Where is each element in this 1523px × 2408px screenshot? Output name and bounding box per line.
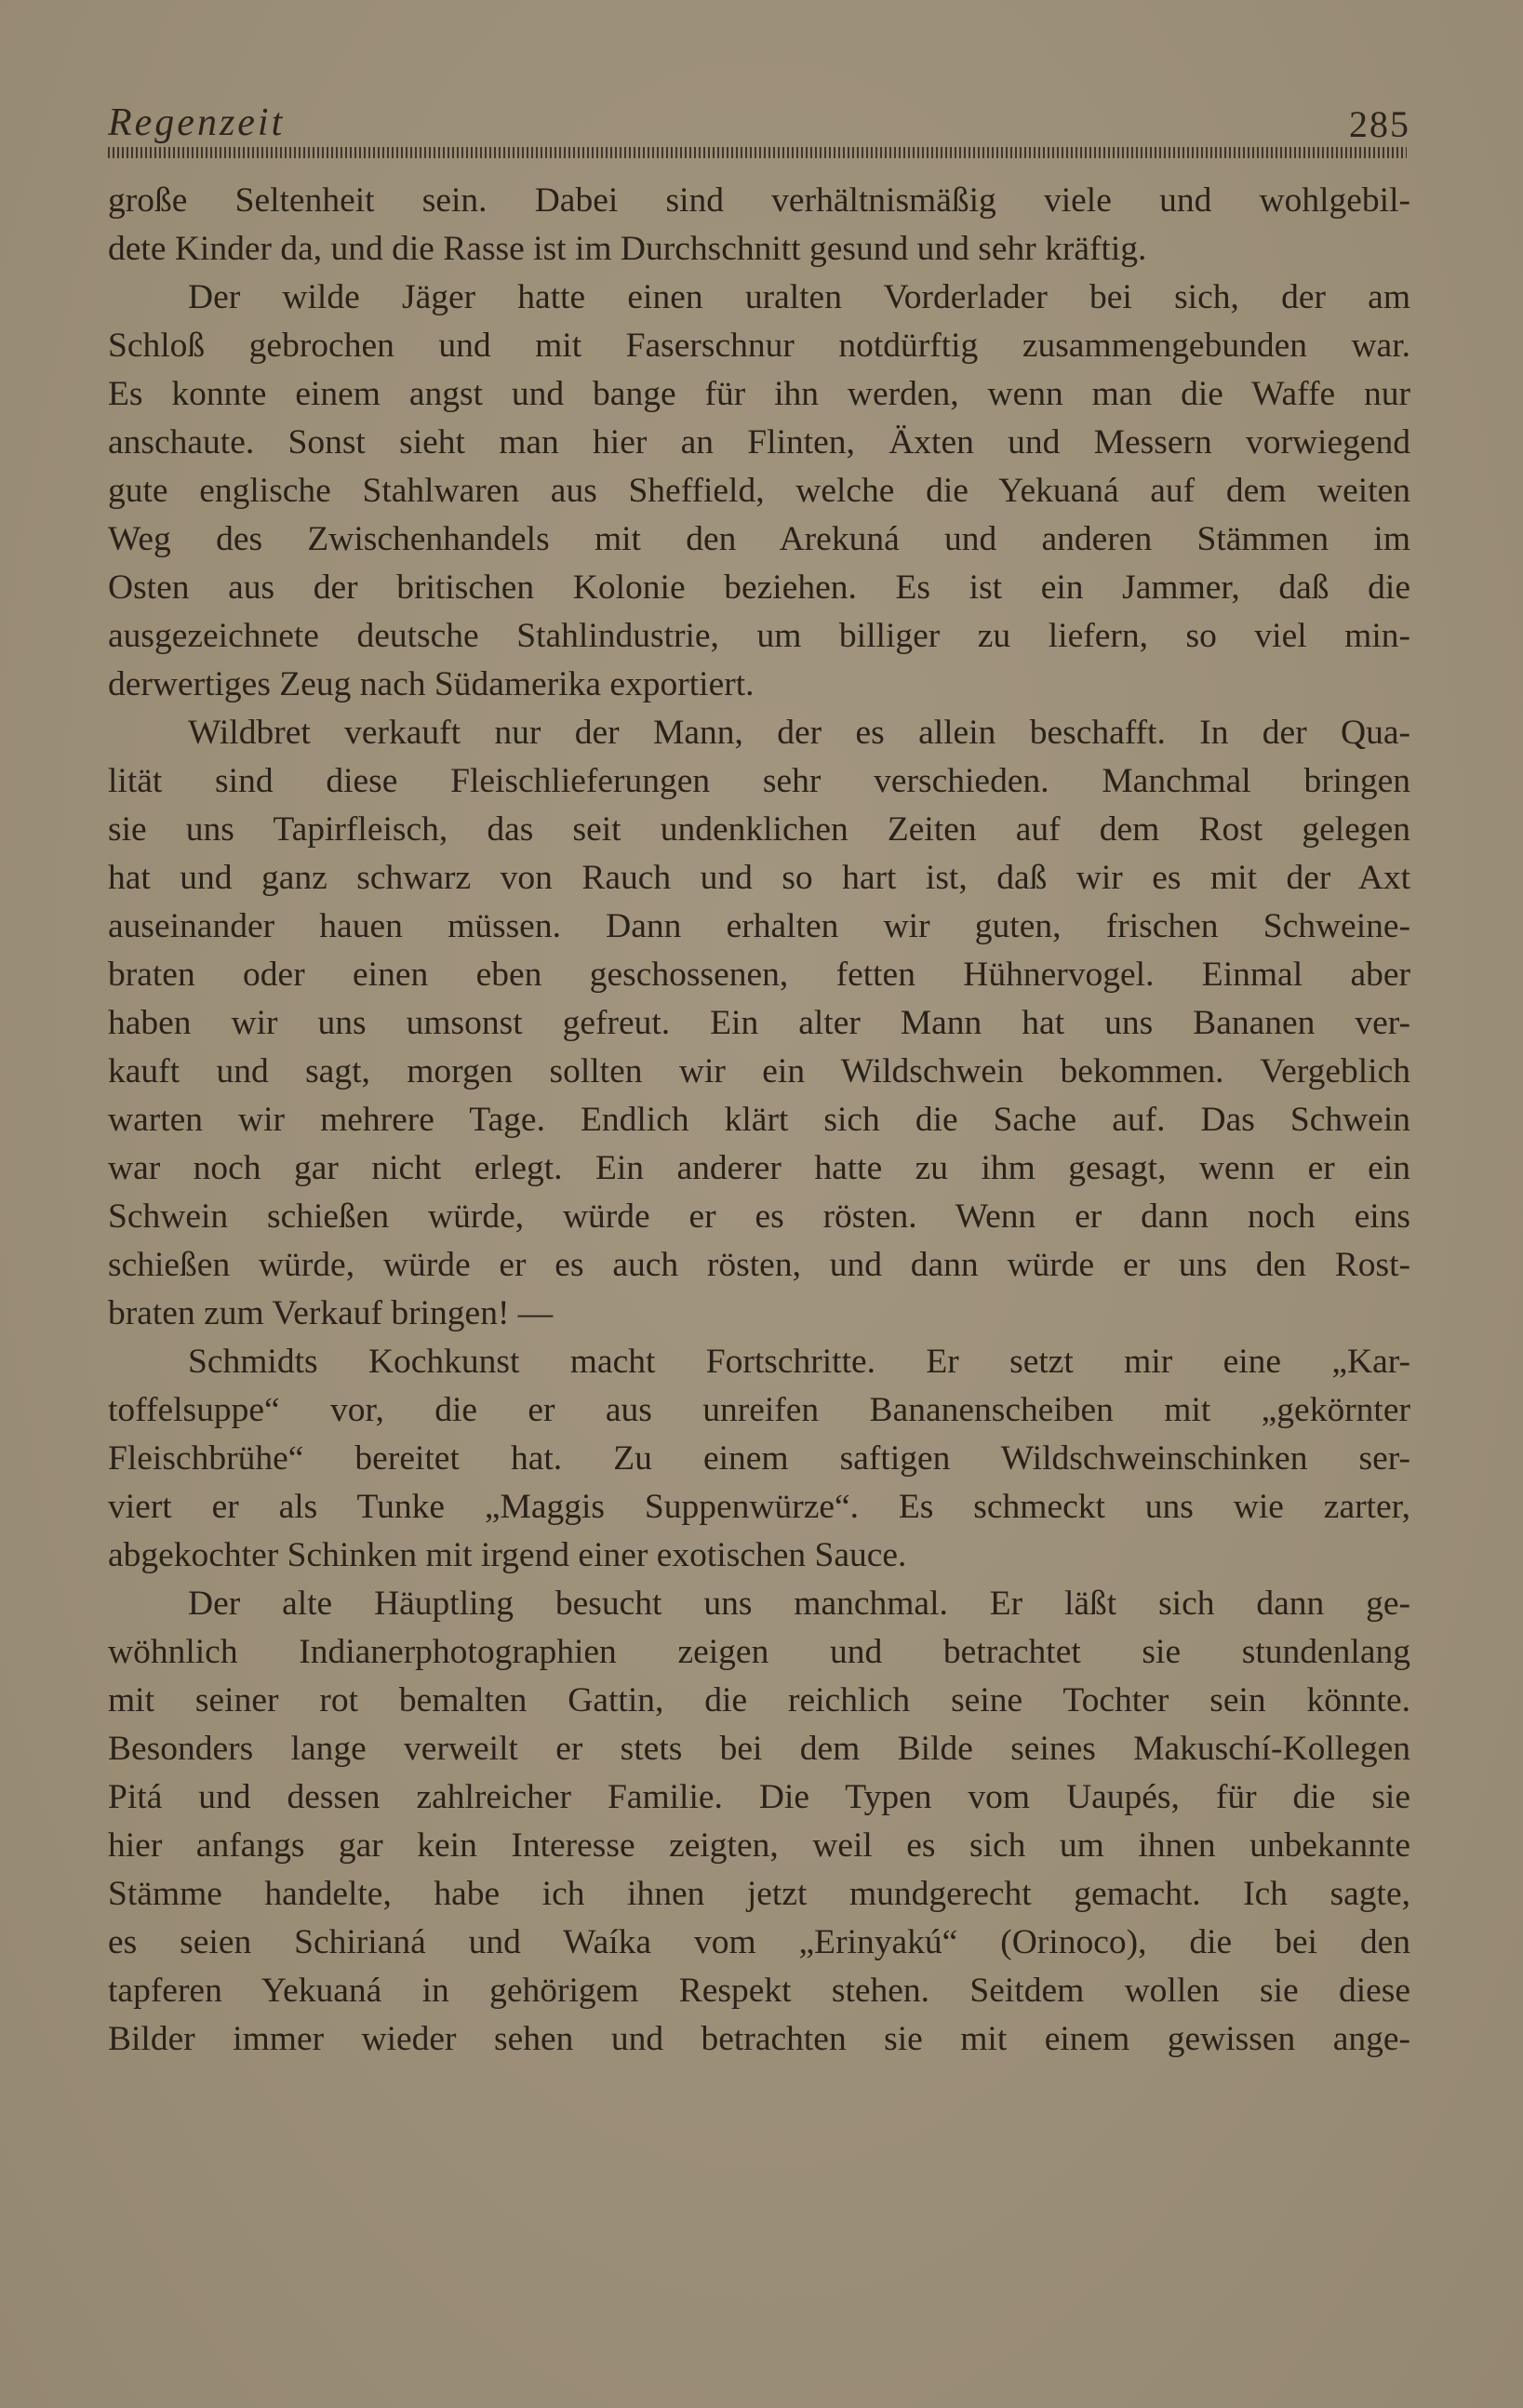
text-line: anschaute. Sonst sieht man hier an Flinten, Äxten und Messern vorwiegend: [108, 423, 1410, 462]
text-line: schießen würde, würde er es auch rösten, und dann würde er uns den Rost-: [108, 1246, 1410, 1284]
text-line: derwertiges Zeug nach Südamerika exportiert.: [108, 665, 755, 703]
text-line: Schloß gebrochen und mit Faserschnur notdürftig zusammengebunden war.: [108, 327, 1410, 365]
text-line: Pitá und dessen zahlreicher Familie. Die Typen vom Uaupés, für die sie: [108, 1778, 1410, 1816]
body-text: [108, 177, 1410, 2064]
running-title: Regenzeit: [108, 101, 286, 144]
text-line: haben wir uns umsonst gefreut. Ein alter Mann hat uns Bananen ver-: [108, 1004, 1410, 1042]
text-line: wöhnlich Indianerphotographien zeigen und betrachtet sie stundenlang: [108, 1633, 1410, 1671]
text-line: dete Kinder da, und die Rasse ist im Durchschnitt gesund und sehr kräftig.: [108, 230, 1147, 268]
text-line: viert er als Tunke „Maggis Suppenwürze“. Es schmeckt uns wie zarter,: [108, 1488, 1410, 1526]
text-line: auseinander hauen müssen. Dann erhalten wir guten, frischen Schweine-: [108, 907, 1410, 945]
text-line: Wildbret verkauft nur der Mann, der es allein beschafft. In der Qua-: [188, 714, 1410, 752]
text-line: Besonders lange verweilt er stets bei dem Bilde seines Makuschí-Kollegen: [108, 1730, 1410, 1768]
text-line: lität sind diese Fleischlieferungen sehr verschieden. Manchmal bringen: [108, 762, 1410, 800]
text-line: Stämme handelte, habe ich ihnen jetzt mundgerecht gemacht. Ich sagte,: [108, 1875, 1410, 1913]
page-number: 285: [1349, 103, 1410, 145]
text-line: Der wilde Jäger hatte einen uralten Vorderlader bei sich, der am: [188, 278, 1410, 316]
text-line: abgekochter Schinken mit irgend einer exotischen Sauce.: [108, 1536, 907, 1574]
text-line: braten zum Verkauf bringen! —: [108, 1294, 554, 1332]
text-line: Fleischbrühe“ bereitet hat. Zu einem saftigen Wildschweinschinken ser-: [108, 1439, 1410, 1478]
text-line: es seien Schirianá und Waíka vom „Erinyakú“ (Orinoco), die bei den: [108, 1923, 1410, 1961]
text-line: Schwein schießen würde, würde er es rösten. Wenn er dann noch eins: [108, 1197, 1410, 1236]
text-line: kauft und sagt, morgen sollten wir ein Wildschwein bekommen. Vergeblich: [108, 1052, 1410, 1090]
text-line: warten wir mehrere Tage. Endlich klärt sich die Sache auf. Das Schwein: [108, 1101, 1410, 1139]
text-line: sie uns Tapirfleisch, das seit undenklichen Zeiten auf dem Rost gelegen: [108, 810, 1410, 849]
text-line: Es konnte einem angst und bange für ihn werden, wenn man die Waffe nur: [108, 375, 1410, 413]
text-line: braten oder einen eben geschossenen, fetten Hühnervogel. Einmal aber: [108, 956, 1410, 994]
text-line: hat und ganz schwarz von Rauch und so hart ist, daß wir es mit der Axt: [108, 859, 1410, 897]
text-line: tapferen Yekuaná in gehörigem Respekt stehen. Seitdem wollen sie diese: [108, 1972, 1410, 2010]
text-line: ausgezeichnete deutsche Stahlindustrie, um billiger zu liefern, so viel min-: [108, 617, 1410, 655]
text-line: hier anfangs gar kein Interesse zeigten, weil es sich um ihnen unbekannte: [108, 1826, 1410, 1865]
text-line: Weg des Zwischenhandels mit den Arekuná und anderen Stämmen im: [108, 520, 1410, 558]
text-line: Osten aus der britischen Kolonie beziehen. Es ist ein Jammer, daß die: [108, 569, 1410, 607]
header-ornament-rule: [108, 147, 1407, 158]
text-line: Der alte Häuptling besucht uns manchmal. Er läßt sich dann ge-: [188, 1585, 1410, 1623]
text-line: mit seiner rot bemalten Gattin, die reichlich seine Tochter sein könnte.: [108, 1681, 1410, 1719]
text-line: Schmidts Kochkunst macht Fortschritte. Er setzt mir eine „Kar-: [188, 1343, 1410, 1381]
text-line: gute englische Stahlwaren aus Sheffield, welche die Yekuaná auf dem weiten: [108, 472, 1410, 510]
text-line: Bilder immer wieder sehen und betrachten sie mit einem gewissen ange-: [108, 2020, 1410, 2058]
text-line: toffelsuppe“ vor, die er aus unreifen Bananenscheiben mit „gekörnter: [108, 1391, 1410, 1429]
text-line: große Seltenheit sein. Dabei sind verhältnismäßig viele und wohlgebil-: [108, 181, 1410, 220]
text-line: war noch gar nicht erlegt. Ein anderer hatte zu ihm gesagt, wenn er ein: [108, 1149, 1410, 1187]
